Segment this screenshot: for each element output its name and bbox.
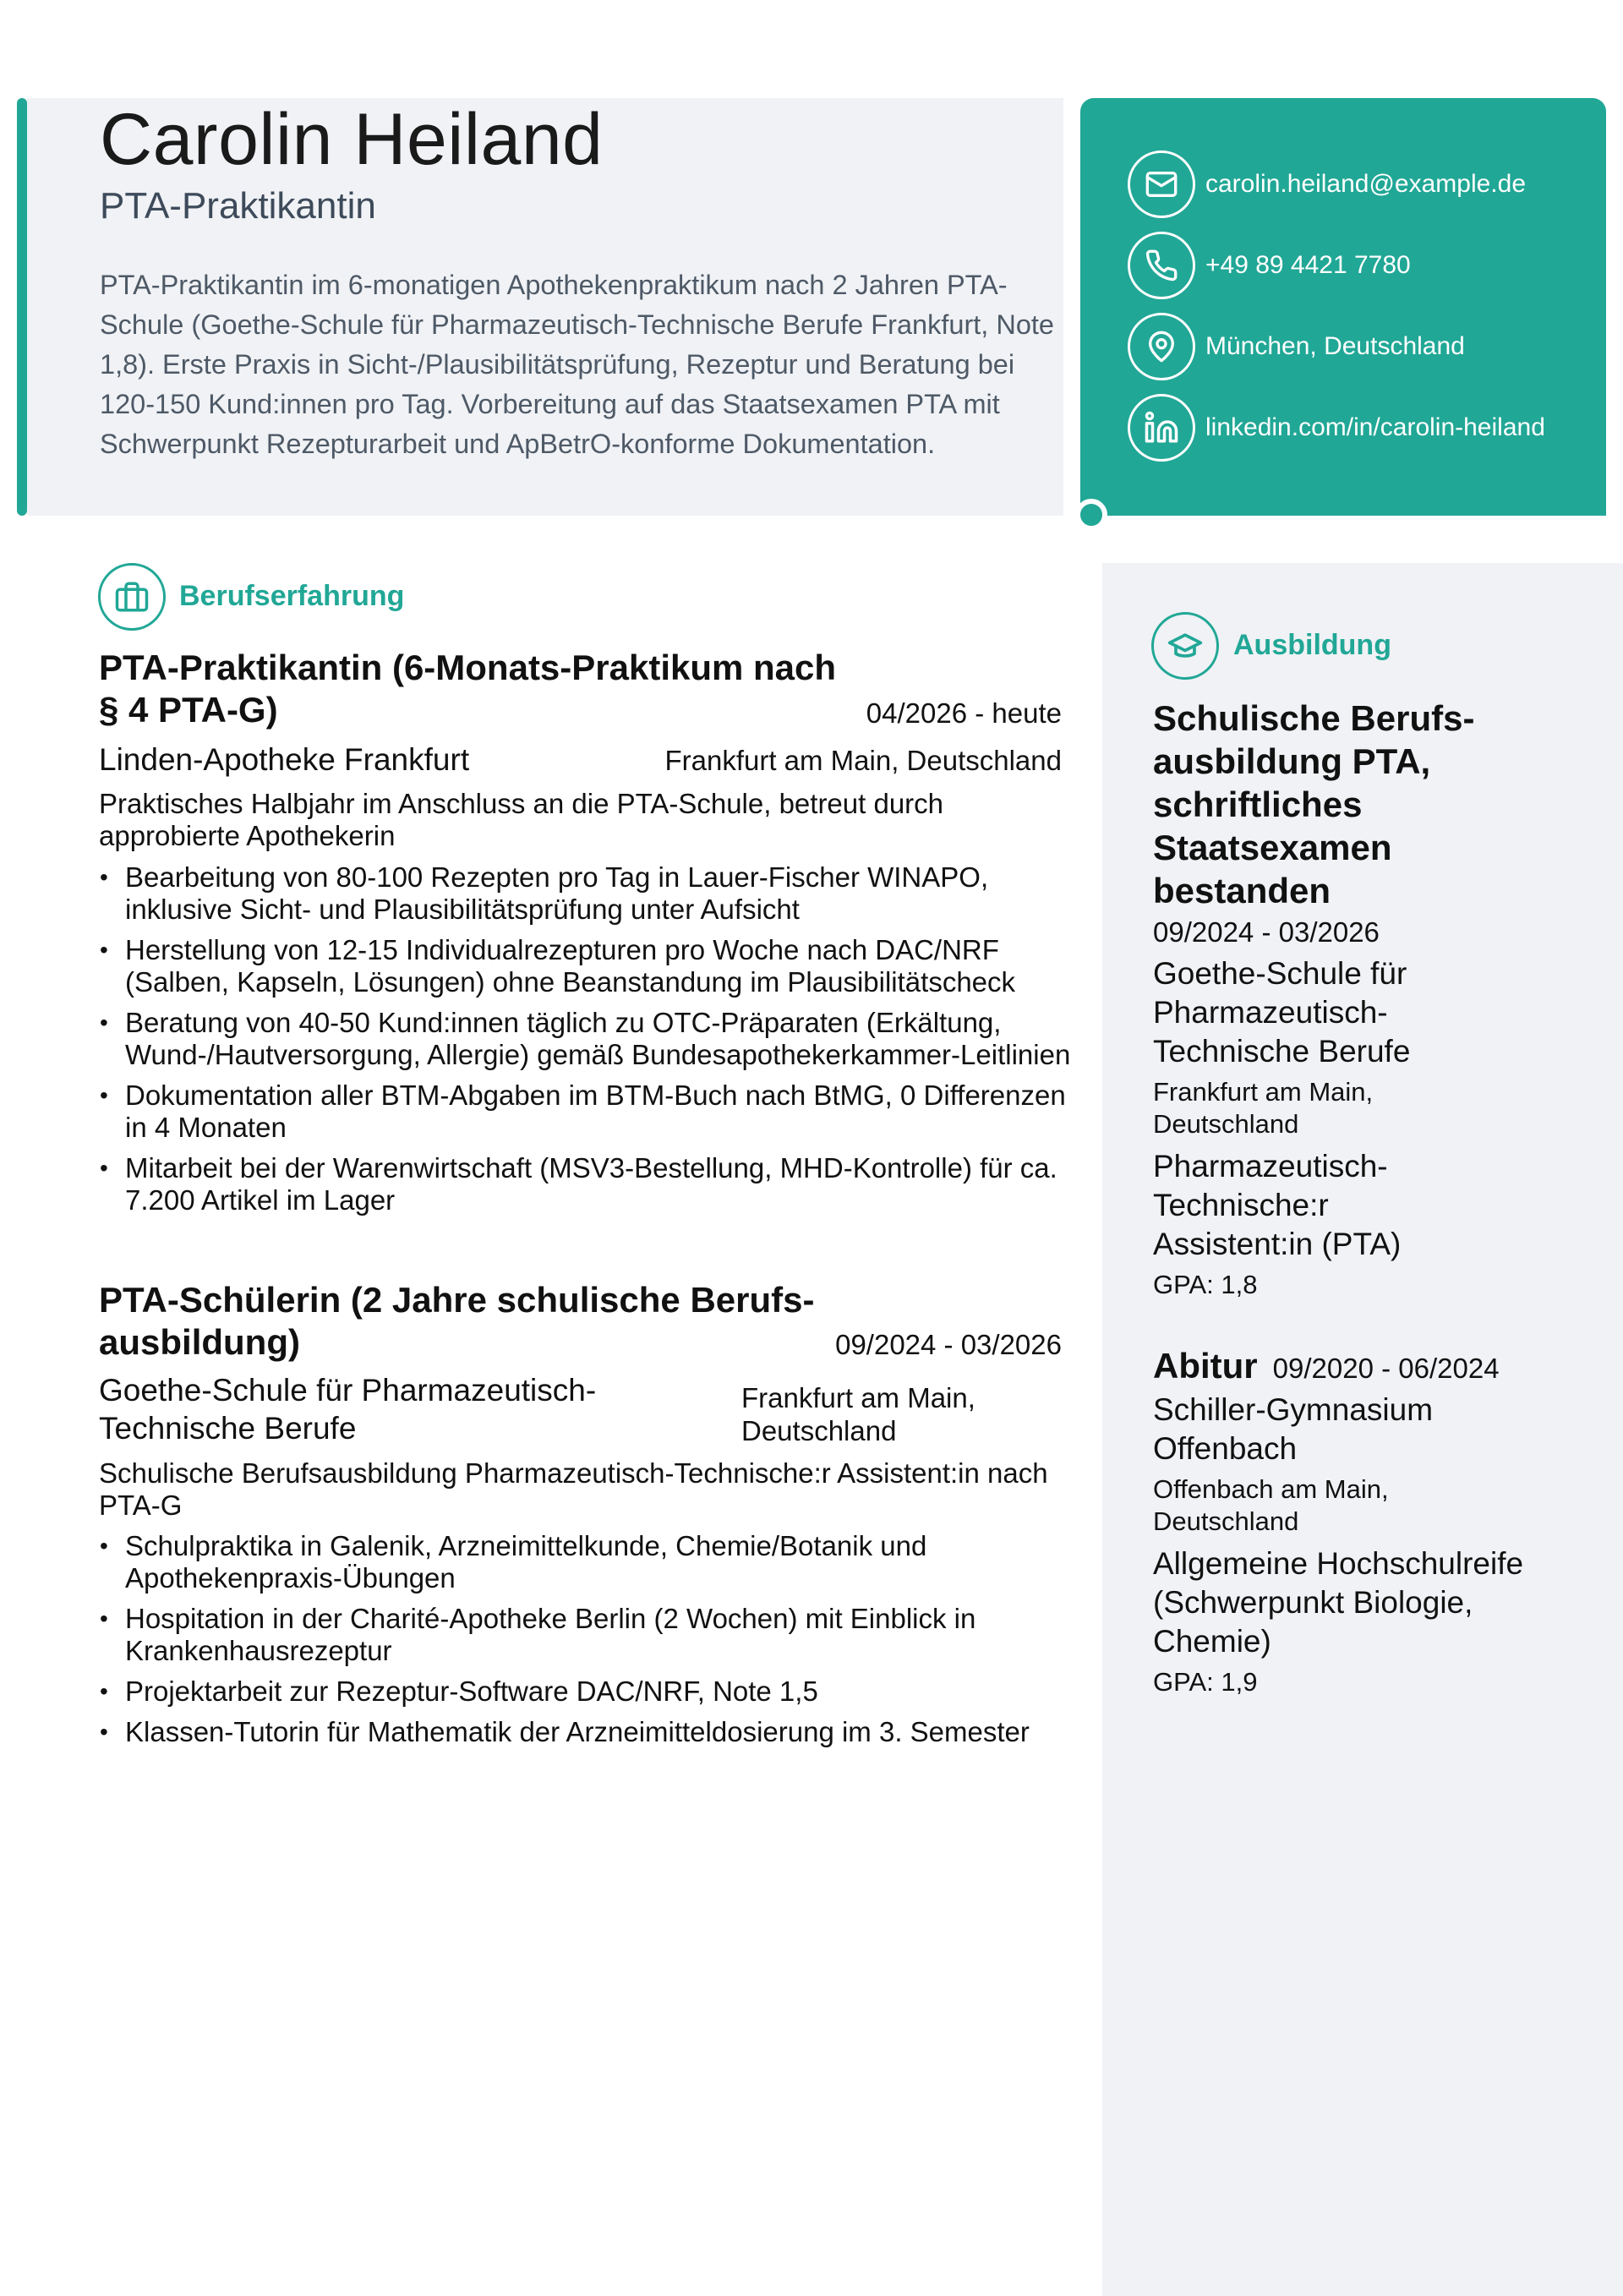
job-company: Linden-Apotheke Frankfurt	[99, 742, 470, 777]
list-item: • Hospitation in der Charité-Apotheke Berlin (2 Wochen) mit Einblick in Krankenhausrezeptur	[99, 1603, 1071, 1667]
experience-section-title: Berufserfahrung	[179, 580, 405, 612]
linkedin-icon	[1128, 394, 1195, 462]
edu-school: Schiller-Gymnasium Offenbach	[1153, 1392, 1434, 1466]
education-section-title: Ausbildung	[1233, 629, 1391, 661]
edu-field: Allgemeine Hochschulreife (Schwerpunkt Biologie, Chemie)	[1153, 1546, 1524, 1659]
edu-date: 09/2020 - 06/2024	[1272, 1353, 1500, 1384]
edu-location: Frankfurt am Main, Deutschland	[1153, 1077, 1374, 1139]
edu-date: 09/2024 - 03/2026	[1153, 916, 1380, 948]
edu-location: Offenbach am Main, Deutschland	[1153, 1474, 1389, 1536]
job-date: 04/2026 - heute	[866, 697, 1062, 729]
list-item: • Klassen-Tutorin für Mathematik der Arzneimitteldosierung im 3. Semester	[99, 1716, 1071, 1748]
edu-gpa: GPA: 1,8	[1153, 1270, 1258, 1299]
job-description: Praktisches Halbjahr im Anschluss an die PTA-Schule, betreut durch approbierte Apothekerin	[99, 788, 944, 851]
list-item: • Projektarbeit zur Rezeptur-Software DAC/NRF, Note 1,5	[99, 1676, 1071, 1708]
list-item: • Mitarbeit bei der Warenwirtschaft (MSV3-Bestellung, MHD-Kontrolle) für ca. 7.200 Artikel im Lager	[99, 1152, 1071, 1216]
candidate-name: Carolin Heiland	[100, 99, 604, 180]
education-entry	[1153, 697, 1525, 1303]
list-item: • Dokumentation aller BTM-Abgaben im BTM-Buch nach BtMG, 0 Differenzen in 4 Monaten	[99, 1080, 1071, 1144]
edu-gpa: GPA: 1,9	[1153, 1667, 1258, 1697]
list-item: • Herstellung von 12-15 Individualrezepturen pro Woche nach DAC/NRF (Salben, Kapseln, Lösungen) ohne Beanstandung im Plausibilitätscheck	[99, 934, 1071, 998]
edu-degree: Schulische Berufs-ausbildung PTA, schriftliches Staatsexamen bestanden	[1153, 698, 1475, 910]
edu-school: Goethe-Schule für Pharmazeutisch-Technische Berufe	[1153, 956, 1411, 1069]
candidate-headline: PTA-Praktikantin	[100, 185, 376, 227]
job-title: PTA-Schülerin (2 Jahre schulische Berufs-ausbildung)	[99, 1280, 815, 1362]
contact-linkedin[interactable]	[1128, 394, 1545, 462]
job-bullet-list	[99, 1530, 1071, 1757]
graduation-cap-icon	[1151, 612, 1219, 680]
education-entry	[1153, 1344, 1593, 1700]
profile-summary: PTA-Praktikantin im 6-monatigen Apothekenpraktikum nach 2 Jahren PTA-Schule (Goethe-Schule für Pharmazeutisch-Technische Berufe Frankfurt, Note 1,8). Erste Praxis in Sicht-/Plausibilitätsprüfung, Rezeptur und Beratung bei 120-150 Kund:innen pro Tag. Vorbereitung auf das Staatsexamen PTA mit Schwerpunkt Rezepturarbeit und ApBetrO-konforme Dokumentation.	[100, 270, 1055, 459]
edu-field: Pharmazeutisch-Technische:r Assistent:in (PTA)	[1153, 1149, 1402, 1261]
contact-location	[1128, 313, 1465, 380]
header-dot-decoration	[1075, 499, 1107, 531]
list-item: • Beratung von 40-50 Kund:innen täglich zu OTC-Präparaten (Erkältung, Wund-/Hautversorgung, Allergie) gemäß Bundesapothekerkammer-Leitlinien	[99, 1007, 1071, 1071]
location-text: München, Deutschland	[1205, 332, 1465, 360]
job-location: Frankfurt am Main, Deutschland	[664, 745, 1062, 776]
edu-degree: Abitur	[1153, 1346, 1258, 1386]
email-text[interactable]: carolin.heiland@example.de	[1205, 170, 1527, 198]
list-item: • Schulpraktika in Galenik, Arzneimittelkunde, Chemie/Botanik und Apothekenpraxis-Übungen	[99, 1530, 1071, 1594]
job-date: 09/2024 - 03/2026	[835, 1329, 1062, 1360]
linkedin-text[interactable]: linkedin.com/in/carolin-heiland	[1205, 413, 1545, 441]
job-location: Frankfurt am Main, Deutschland	[741, 1382, 975, 1446]
job-description: Schulische Berufsausbildung Pharmazeutisch-Technische:r Assistent:in nach PTA-G	[99, 1457, 1048, 1521]
job-bullet-list	[99, 861, 1071, 1225]
map-pin-icon	[1128, 313, 1195, 380]
header-accent-bar	[17, 98, 27, 516]
list-item: • Bearbeitung von 80-100 Rezepten pro Tag in Lauer-Fischer WINAPO, inklusive Sicht- und Plausibilitätsprüfung unter Aufsicht	[99, 861, 1071, 926]
job-company: Goethe-Schule für Pharmazeutisch-Technische Berufe	[99, 1373, 597, 1446]
phone-icon	[1128, 232, 1195, 299]
job-title: PTA-Praktikantin (6-Monats-Praktikum nach § 4 PTA-G)	[99, 648, 837, 730]
mail-icon	[1128, 150, 1195, 218]
phone-text[interactable]: +49 89 4421 7780	[1205, 251, 1411, 279]
briefcase-icon	[98, 563, 166, 631]
contact-email[interactable]	[1128, 150, 1526, 218]
contact-phone[interactable]	[1128, 232, 1411, 299]
